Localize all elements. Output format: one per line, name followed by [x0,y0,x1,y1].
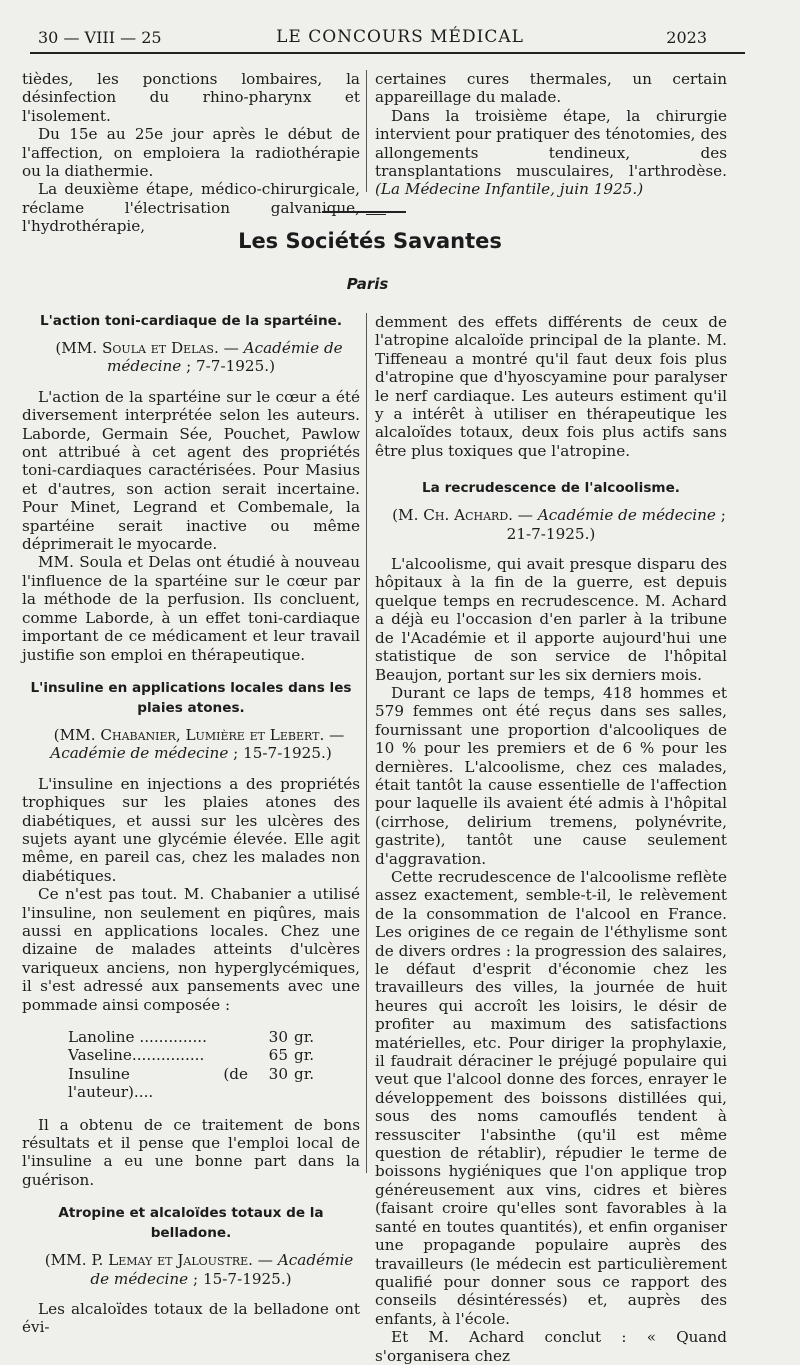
article-title: L'action toni-cardiaque de la spartéine. [39,313,343,329]
ingredient-name: Lanoline .............. [68,1028,207,1046]
paragraph: L'insuline en injections a des propriétés trophiques sur les plaies atones des diabétiques, et aussi sur les ulcères des sujets ayant une glycémie élevée. Elle agit même, en pareil cas, chez les malades non diabétiques. [22,774,360,885]
ingredient-unit: gr. [294,1046,315,1065]
formula-row [22,1065,360,1102]
section-city: Paris [346,275,389,293]
paragraph-text: Dans la troisième étape, la chirurgie intervient pour pratiquer des ténotomies, des allongements tendineux, des transplantations musculaires, l'arthrodèse. [375,106,727,181]
paragraph: Les alcaloïdes totaux de la belladone ont évi- [22,1300,360,1337]
column-separator [366,313,367,1173]
article-reference [375,506,727,543]
journal-title: LE CONCOURS MÉDICAL [276,27,524,47]
paragraph: demment des effets différents de ceux de l'atropine alcaloïde principal de la plante. M. Tiffeneau a montré qu'il faut deux fois plus d'atropine que d'hyoscyamine pour paralyser le nerf cardiaque. Les auteurs estiment qu'il y a intérêt à utiliser en thérapeutique les alcaloïdes totaux, deux fois plus actifs sans être plus toxiques que l'atropine. [375,313,727,460]
ref-authors: (MM. P. Lemay et Jaloustre. — [44,1251,273,1270]
ref-source: Académie de médecine [537,506,716,525]
article-title: La recrudescence de l'alcoolisme. [422,480,680,497]
paragraph: Cette recrudescence de l'alcoolisme reflète assez exactement, semble-t-il, le relèvement de la consommation de l'alcool en France. Les origines de ce regain de l'éthylisme sont de divers ordres : la progression des salaires, le défaut d'esprit d'économie chez les travailleurs des villes, la journée de huit heures qui accroît les loisirs, le désir de profiter au maximum des satisfactions matérielles, etc. Pour diriger la prophylaxie, il faudrait déraciner le préjugé populaire qui veut que l'alcool donne des forces, enrayer le développement des boissons distillées qui, sous des noms camouflés tendent à ressusciter l'absinthe (qu'il est même question de rétablir), répudier le terme de boissons hygiéniques que l'on applique trop généreusement aux vins, cidres et bières (faisant croire qu'elles sont favorables à la santé en toutes quantités), et enfin organiser une propagande populaire auprès des travailleurs (le médecin est particulièrement qualifié pour donner sous ce rapport des conseils désintéressés) et, auprès des enfants, à l'école. [375,867,727,1328]
ref-authors: (MM. Soula et Delas. — [55,339,239,357]
paragraph: Du 15e au 25e jour après le début de l'affection, on emploiera la radiothérapie ou la diathermie. [22,125,360,181]
section-rule [322,211,406,213]
ref-source: Académie de médecine [50,744,229,763]
page-header [0,0,800,56]
paragraph: Et M. Achard conclut : « Quand s'organisera chez [375,1328,727,1365]
article-reference [22,339,360,376]
paragraph [375,107,727,199]
article-reference [22,1251,360,1288]
paragraph: Ce n'est pas tout. M. Chabanier a utilisé l'insuline, non seulement en piqûres, mais aussi en applications locales. Chez une dizaine de malades atteints d'ulcères variqueux anciens, non hyperglycémiques, il s'est adressé aux pansements avec une pommade ainsi composée : [22,885,360,1014]
paragraph: certaines cures thermales, un certain appareillage du malade. [375,70,727,107]
article-title: Atropine et alcaloïdes totaux de la belladone. [58,1205,324,1242]
top-left-column [22,70,360,236]
article-reference [22,726,360,763]
section-rule-accent [366,214,386,215]
formula-row [22,1046,360,1064]
left-column [22,311,360,1337]
section-title: Les Sociétés Savantes [238,229,502,253]
column-separator [366,70,367,192]
paragraph: MM. Soula et Delas ont étudié à nouveau l'influence de la spartéine sur le cœur par la méthode de la perfusion. Ils concluent, comme Laborde, à un effet toni-cardiaque important de ce médicament et leur travail justifie son emploi en thérapeutique. [22,553,360,664]
ref-date: ; 15-7-1925.) [193,1269,292,1288]
ref-authors: (M. Ch. Achard. — [392,506,533,525]
ref-date: ; 15-7-1925.) [233,744,332,763]
paragraph: L'alcoolisme, qui avait presque disparu des hôpitaux à la fin de la guerre, est depuis quelque temps en recrudescence. M. Achard a déjà eu l'occasion d'en parler à la tribune de l'Académie et il apporte aujourd'hui une statistique de son service de l'hôpital Beaujon, portant sur les six derniers mois. [375,555,727,684]
ingredient-qty: 65 [268,1046,288,1065]
ingredient-unit: gr. [294,1028,315,1046]
paragraph: Il a obtenu de ce traitement de bons résultats et il pense que l'emploi local de l'insuline a eu une bonne part dans la guérison. [22,1115,360,1189]
ref-authors: (MM. Chabanier, Lumière et Lebert. — [53,725,345,744]
paragraph: La deuxième étape, médico-chirurgicale, réclame l'électrisation galvanique, l'hydrothérapie, [22,180,360,236]
page-number: 2023 [666,28,707,47]
ingredient-name: Insuline (de l'auteur).... [68,1064,248,1102]
ref-date: ; 7-7-1925.) [186,357,275,376]
formula-table [22,1028,360,1102]
ingredient-qty: 30 [268,1028,288,1046]
ref-date: ; 21-7-1925.) [506,506,726,543]
ref-source: Académie de médecine [107,339,343,376]
top-right-column [375,70,727,199]
article-title: L'insuline en applications locales dans les plaies atones. [30,679,352,716]
ref-source: Académie de médecine [90,1251,354,1288]
citation: (La Médecine Infantile, juin 1925.) [375,180,644,199]
paragraph: tièdes, les ponctions lombaires, la désinfection du rhino-pharynx et l'isolement. [22,70,360,125]
issue-date: 30 — VIII — 25 [38,28,162,47]
ingredient-qty: 30 [268,1064,288,1083]
right-column [375,313,727,1365]
ingredient-unit: gr. [294,1064,315,1083]
paragraph: L'action de la spartéine sur le cœur a été diversement interprétée selon les auteurs. Laborde, Germain Sée, Pouchet, Pawlow ont attribué à cet agent des propriétés toni-cardiaques caractérisées. Pour Masius et d'autres, son action serait incertaine. Pour Minet, Legrand et Combemale, la spartéine serait inactive ou même déprimerait le myocarde. [22,387,360,554]
paragraph: Durant ce laps de temps, 418 hommes et 579 femmes ont été reçus dans ses salles, fournissant une proportion d'alcooliques de 10 % pour les premiers et de 6 % pour les dernières. L'alcoolisme, chez ces malades, était tantôt la cause essentielle de l'affection pour laquelle ils avaient été admis à l'hôpital (cirrhose, delirium tremens, polynévrite, gastrite), tantôt une cause seulement d'aggravation. [375,683,727,868]
ingredient-name: Vaseline............... [68,1046,205,1065]
header-rule [30,52,745,54]
formula-row [22,1028,360,1046]
